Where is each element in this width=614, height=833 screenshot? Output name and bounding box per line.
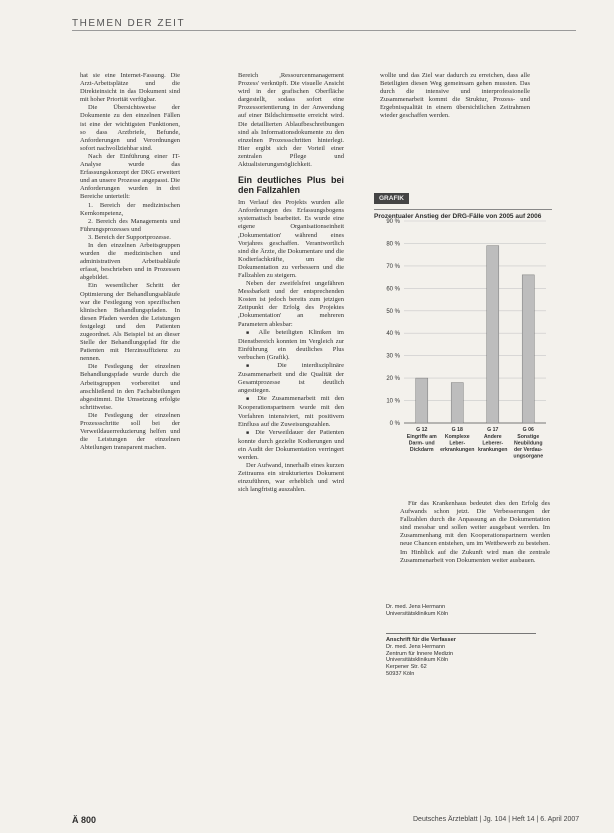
chart-title: Prozentualer Anstieg der DRG-Fälle von 2005 auf 2006 [374, 209, 552, 220]
bar [522, 275, 534, 423]
paragraph: 2. Bereich des Managements und Führungsprozesses und [80, 217, 180, 233]
paragraph: Der Aufwand, innerhalb eines kurzen Zeitraums ein strukturiertes Dokument einzuführen, war erheblich und wird sich langfristig auszahlen. [238, 462, 344, 494]
category-code: G 17 [487, 427, 499, 433]
section-header: THEMEN DER ZEIT [72, 18, 186, 29]
column-2 [238, 72, 344, 495]
category-code: G 06 [522, 427, 534, 433]
bar [416, 378, 428, 423]
page-number: Ä 800 [72, 815, 97, 825]
column-1 [80, 72, 180, 452]
paragraph: In den einzelnen Arbeitsgruppen wurden die medizinischen und administrativen Arbeitsabläufe erfasst, beschrieben und in Prozessen abgebildet. [80, 241, 180, 282]
paragraph: Ein wesentlicher Schritt der Optimierung der Behandlungsabläufe war die Festlegung von spezifischen klinischen Behandlungspfaden. In diesen Pfaden werden die Leistungen festgelegt und den Patienten zugeordnet. Als Beispiel ist an dieser Stelle der Behandlungspfad für die Patienten mit Herzinsuffizienz zu nennen. [80, 282, 180, 363]
paragraph: Die Festlegung der einzelnen Behandlungspfade wurde durch die Arbeitsgruppen vorbereitet und anschließend in den Fachabteilungen abgestimmt. Die Umsetzung erfolgte schrittweise. [80, 363, 180, 411]
bar-chart [374, 213, 552, 488]
header-rule [72, 30, 576, 31]
bullet-item: ■ Die interdisziplinäre Zusammenarbeit und die Qualität der Gesamtprozesse ist deutlich angestiegen. [238, 362, 344, 395]
paragraph: Neben der zweifelsfrei ungefähren Messbarkeit und der entsprechenden Kosten ist jedoch bereits zum jetzigen Zeitpunkt der Erfolg des Projektes ,Dokumentation' an mehreren Parametern ablesbar: [238, 280, 344, 328]
y-tick-label: 60 % [386, 286, 400, 293]
paragraph: Nach der Einführung einer IT-Analyse wurde das Erfassungskonzept der DKG erweitert und an unsere Prozesse angepasst. Die Anforderungen wurden in drei Bereiche unterteilt: [80, 152, 180, 201]
category-label: Dickdarm [409, 447, 434, 453]
address-line: 50937 Köln [386, 670, 415, 677]
category-label: ungsorgane [513, 453, 544, 460]
category-label: Leberer- [482, 440, 504, 447]
y-tick-label: 0 % [389, 421, 400, 427]
y-tick-label: 70 % [386, 263, 400, 270]
y-tick-label: 80 % [386, 241, 400, 248]
category-code: G 12 [416, 427, 428, 433]
y-tick-label: 90 % [386, 219, 400, 225]
category-label: erkrankungen [440, 447, 475, 453]
journal-citation: Deutsches Ärzteblatt | Jg. 104 | Heft 14 | 6. April 2007 [413, 816, 580, 823]
bar [451, 383, 463, 423]
paragraph: 3. Bereich der Supportprozesse. [88, 233, 171, 241]
category-label: Neubildung [513, 440, 543, 447]
address-box [386, 633, 536, 678]
category-label: Komplexe [444, 434, 470, 440]
column-3-bottom [400, 500, 550, 565]
paragraph: Im Verlauf des Projekts wurden alle Anforderungen des Erfassungsbogens systematisch bearbeitet. Es wurde eine eigene Organisationseinheit ,Dokumentation' während eines Vorjahres geschaffen. Verantwortlich sind die Ärzte, die Dokumentare und die Kodierfachkräfte, um die Dokumentation zu verbessern und die Fallzahlen zu steigern. [238, 199, 344, 279]
category-label: Leber- [449, 440, 466, 447]
address-line: Universitätsklinikum Köln [386, 657, 449, 664]
category-label: Eingriffe am [406, 434, 437, 440]
bullet-item: ■ Die Verweildauer der Patienten konnte durch gezielte Kodierungen und ein Audit der Dokumentation verringert werden. [238, 429, 344, 462]
subheading: Ein deutliches Plus bei den Fallzahlen [238, 175, 344, 196]
y-tick-label: 10 % [386, 398, 400, 405]
category-code: G 18 [451, 427, 463, 433]
y-tick-label: 30 % [386, 353, 400, 360]
address-title: Anschrift für die Verfasser [386, 637, 456, 643]
category-label: Andere [483, 434, 502, 440]
paragraph: Bereich ,Ressourcenmanagement Prozess' verknüpft. Die visuelle Ansicht wird in der grafischen Oberfläche dargestellt, sodass sofort eine Prozessorientierung in der Anwendung auf einer Bildschirmseite erreicht wird. Die detaillierten Ablaufbeschreibungen sind als Informationsdokumente zu den einzelnen Prozessschritten hinterlegt. Hier ergibt sich der Vorteil einer zentralen Pflege und Aktualisierungsmöglichkeit. [238, 72, 344, 169]
address-line: Zentrum für Innere Medizin [386, 650, 454, 657]
paragraph: Die Festlegung der einzelnen Prozessschritte soll bei der Verweildauerreduzierung helfen und die Leistungen der einzelnen Abteilungen transparent machen. [80, 411, 180, 452]
y-tick-label: 40 % [386, 331, 400, 338]
y-tick-label: 20 % [386, 376, 400, 383]
bullet-item: ■ Alle beteiligten Kliniken im Dienstbereich konnten im Vergleich zur Einführung ein deutliches Plus verbuchen (Grafik). [238, 329, 344, 362]
category-label: krankungen [478, 447, 508, 453]
chart-tag: GRAFIK [374, 193, 409, 204]
bar [487, 246, 499, 423]
paragraph: Für das Krankenhaus bedeutet dies den Erfolg des Aufwands schon jetzt. Die Verbesserungen der Fallzahlen durch die Anpassung an die Dokumentation sind messbar und sollen weiter ausgebaut werden. Im Zusammenhang mit den Kooperationspartnern werden neue Chancen entstehen, um im Wettbewerb zu bestehen. Im Hinblick auf die Zukunft wird man die zentrale Zusammenarbeit von Dokumenten weiter ausbauen. [400, 500, 550, 564]
y-tick-label: 50 % [386, 308, 400, 315]
address-line: Kerpener Str. 62 [386, 664, 427, 671]
paragraph: Die Übersichtsweise der Dokumente zu den einzelnen Fällen ist eine der wichtigsten Funktionen, so dass Arztbriefe, Befunde, Anforderungen und Verordnungen sofort nachvollziehbar sind. [80, 104, 180, 152]
paragraph: 1. Bereich der medizinischen Kernkompetenz, [80, 201, 180, 217]
category-label: Darm- und [408, 440, 435, 447]
author-info [386, 604, 536, 618]
author-affiliation: Universitätsklinikum Köln [386, 610, 449, 617]
category-label: der Verdau- [513, 447, 543, 453]
column-3 [380, 72, 530, 121]
category-label: Sonstige [517, 434, 540, 440]
paragraph: hat sie eine Internet-Fassung. Die Arzt-Arbeitsplätze und die Direkteinsicht in das Dokument sind mit hoher Priorität verfügbar. [80, 72, 180, 104]
paragraph: wollte und das Ziel war dadurch zu erreichen, dass alle Beteiligten diesen Weg gemeinsam gehen mussten. Das durch die intensive und interprofessionelle Zusammenarbeit kommt die Struktur, Prozess- und Ergebnisqualität in einem übersichtlichen Zeitrahmen wieder geschaffen werden. [380, 72, 530, 120]
chart-box [374, 187, 552, 492]
author-name: Dr. med. Jens Hermann [386, 604, 446, 610]
bullet-item: ■ Die Zusammenarbeit mit den Kooperationspartnern wurde mit den Vorfahren intensiviert, mit positivem Einfluss auf die Zuweisungszahlen. [238, 395, 344, 428]
address-line: Dr. med. Jens Hermann [386, 643, 446, 650]
